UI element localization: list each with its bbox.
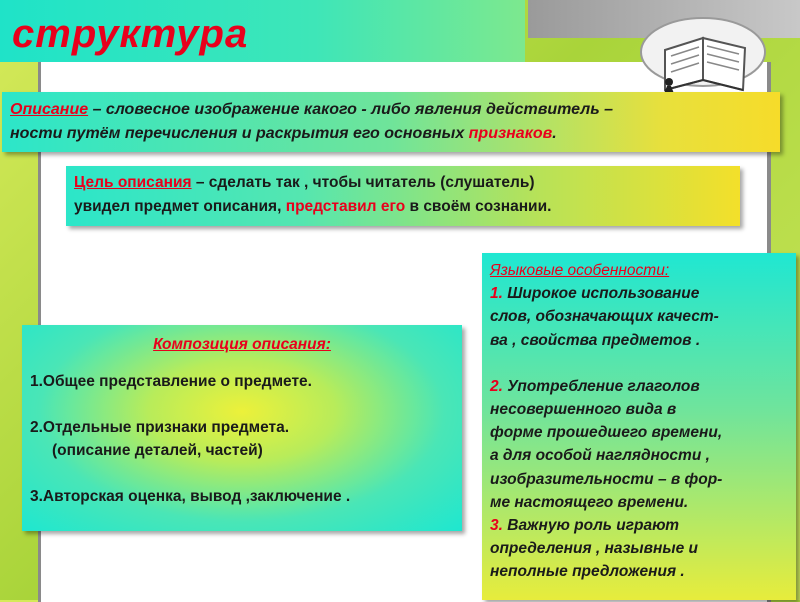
definition-line-2 [10, 122, 772, 146]
language-p3-line-1: 3. Важную роль играют [490, 517, 680, 535]
language-p1-line-3: ва , свойства предметов . [490, 331, 701, 349]
goal-line-1 [74, 171, 732, 195]
language-box [482, 253, 796, 600]
language-p2-line-6: ме настоящего времени. [490, 493, 689, 511]
open-book-icon [625, 10, 775, 100]
goal-term: Цель описания [74, 174, 192, 191]
composition-heading: Композиция описания: [153, 336, 331, 353]
goal-line-2 [74, 195, 732, 219]
composition-item-1: 1.Общее представление о предмете. [30, 373, 312, 390]
definition-text-1: – словесное изображение какого - либо явления действитель – [88, 101, 614, 118]
definition-end: . [552, 125, 557, 142]
slide-title: структура [12, 12, 249, 56]
language-p2-number: 2. [490, 377, 503, 395]
composition-item-2: 2.Отдельные признаки предмета. [30, 419, 290, 436]
definition-line-1 [10, 98, 772, 122]
language-heading: Языковые особенности: [490, 262, 670, 279]
goal-text-1: – сделать так , чтобы читатель (слушатель) [191, 174, 535, 191]
goal-end: в своём сознании. [405, 198, 552, 215]
goal-highlight: представил его [285, 198, 406, 215]
language-p3-line-3: неполные предложения . [490, 563, 685, 581]
definition-box [2, 92, 780, 152]
definition-highlight: признаков [468, 125, 553, 142]
goal-box [66, 166, 740, 226]
composition-item-2-sub: (описание деталей, частей) [52, 442, 263, 459]
language-p3-number: 3. [490, 517, 503, 535]
definition-text-2: ности путём перечисления и раскрытия его основных [10, 125, 469, 142]
language-p1-number: 1. [490, 285, 503, 303]
composition-item-3: 3.Авторская оценка, вывод ,заключение . [30, 488, 351, 505]
goal-text-2: увидел предмет описания, [74, 198, 286, 215]
language-p2-line-2: несовершенного вида в [490, 401, 677, 419]
language-p2-line-5: изобразительности – в фор- [490, 470, 723, 488]
language-p3-line-2: определения , назывные и [490, 540, 699, 558]
language-p1-line-2: слов, обозначающих качест- [490, 308, 719, 326]
language-p2-line-4: а для особой наглядности , [490, 447, 710, 465]
composition-box [22, 325, 462, 531]
definition-term: Описание [10, 101, 89, 118]
language-p2-line-1: 2. Употребление глаголов [490, 377, 700, 395]
language-p1-line-1: 1. Широкое использование [490, 285, 700, 303]
title-band [0, 0, 525, 62]
language-p2-line-3: форме прошедшего времени, [490, 424, 723, 442]
